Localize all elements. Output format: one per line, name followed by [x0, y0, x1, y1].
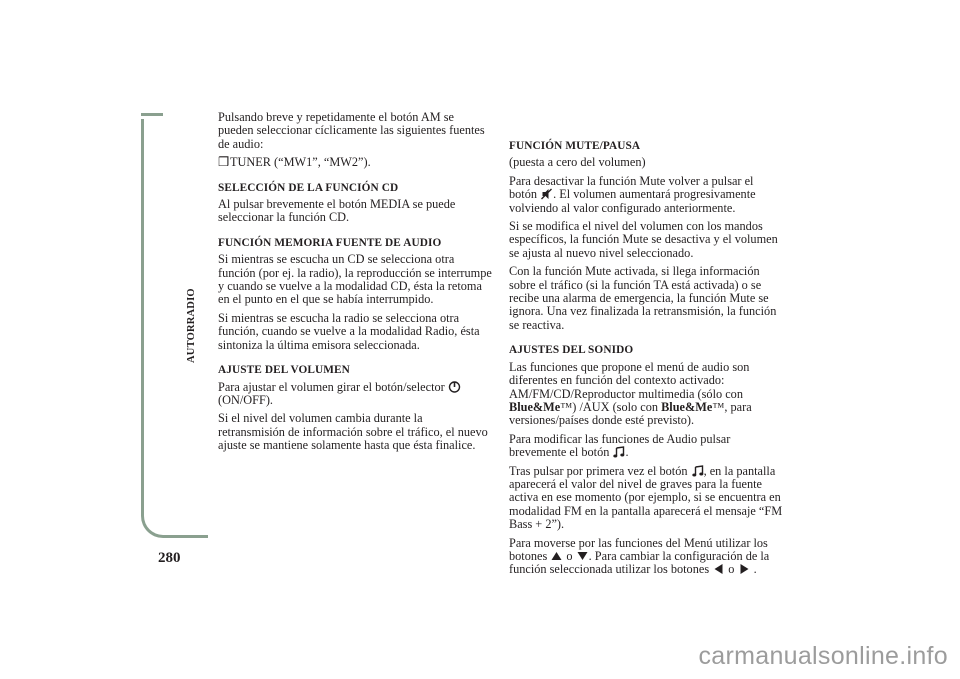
sound-text-a: Las funciones que propone el menú de audio son diferentes en función del contexto activado: AM/FM/CD/Reproductor multimedia (sólo con [509, 359, 750, 401]
heading-sound: AJUSTES DEL SONIDO [509, 344, 634, 357]
sound-text-c: ™, para versiones/países donde esté previsto). [509, 399, 752, 428]
left-column [218, 111, 492, 458]
volume-text-b: (ON/OFF). [218, 392, 273, 407]
mute-text-a: Para desactivar la función Mute volver a pulsar el botón [509, 173, 754, 202]
watermark: carmanualsonline.info [698, 642, 948, 670]
volume-text-a: Para ajustar el volumen girar el botón/selector [218, 379, 445, 394]
bullet-item [218, 156, 492, 169]
paragraph-mute-2: Si se modifica el nivel del volumen con los mandos específicos, la función Mute se desactiva y el volumen se ajusta al nuevo nivel seleccionado. [509, 219, 778, 260]
arrow-left-icon [712, 563, 725, 575]
mute-text-b: . El volumen aumentará progresivamente volviendo al valor configurado anteriormente. [509, 187, 756, 215]
sound3-text-a: Tras pulsar por primera vez el botón [509, 463, 688, 478]
sound-text-b: ™) /AUX (solo con [560, 399, 659, 414]
paragraph-mute-1 [509, 175, 783, 215]
frame-top-tick [141, 113, 163, 116]
brand-blueme: Blue&Me [509, 399, 561, 414]
sound4-text-b: . Para cambiar la configuración de la función seleccionada utilizar los botones [509, 548, 770, 577]
heading-mute: FUNCIÓN MUTE/PAUSA [509, 140, 641, 152]
sound4-or-1: o [566, 548, 573, 563]
paragraph-memory-2: Si mientras se escucha la radio se selecciona otra función, cuando se vuelve a la modalidad Radio, ésta sintoniza la última emisora seleccionada. [218, 310, 480, 352]
paragraph-volume-1 [218, 381, 492, 408]
sound3-text-b: , en la pantalla aparecerá el valor del nivel de graves para la fuente activa en ese momento (por ejemplo, si se encuentra en modalidad FM en la pantalla aparecerá el mensaje “FM Bass + 2”). [509, 463, 783, 532]
music-note-icon [691, 465, 704, 477]
paragraph-memory-1: Si mientras se escucha un CD se selecciona otra función (por ej. la radio), la reproducción se interrumpe y cuando se vuelve a la modalidad CD, ésta la retoma en el punto en el que se había interrumpido. [218, 252, 492, 307]
arrow-up-icon [550, 550, 563, 562]
heading-cd: SELECCIÓN DE LA FUNCIÓN CD [218, 181, 399, 194]
page-number: 280 [158, 550, 181, 566]
paragraph-volume-2: Si el nivel del volumen cambia durante la retransmisión de información sobre el tráfico, el nuevo ajuste se mantiene solamente hasta que ésta finalice. [218, 411, 488, 453]
heading-memory: FUNCIÓN MEMORIA FUENTE DE AUDIO [218, 236, 442, 249]
paragraph-sound-1 [509, 361, 783, 428]
power-knob-icon [448, 381, 461, 393]
subheading-mute: (puesta a cero del volumen) [509, 155, 646, 170]
sound2-text-a: Para modificar las funciones de Audio pulsar brevemente el botón [509, 431, 731, 460]
mute-speaker-icon [540, 188, 553, 200]
paragraph-sound-2 [509, 433, 783, 460]
sound4-text-c: . [753, 562, 757, 577]
sound4-text-a: Para moverse por las funciones del Menú utilizar los botones [509, 535, 768, 563]
sound4-or-2: o [728, 562, 735, 577]
intro-paragraph: Pulsando breve y repetidamente el botón AM se pueden seleccionar cíclicamente las siguientes fuentes de audio: [218, 110, 485, 151]
right-column [509, 140, 783, 582]
checkbox-bullet-icon: ❒ [218, 155, 230, 170]
arrow-right-icon [738, 563, 751, 575]
section-side-title: AUTORRADIO [186, 288, 197, 363]
sound2-text-b: . [625, 445, 629, 460]
heading-volume: AJUSTE DEL VOLUMEN [218, 364, 350, 377]
paragraph-mute-3: Con la función Mute activada, si llega información sobre el tráfico (si la función TA está activada) o se recibe una alarma de emergencia, la función Mute se ignora. Una vez finalizada la retransmisión, la función se reactiva. [509, 264, 777, 332]
paragraph-sound-3 [509, 465, 783, 532]
paragraph-cd: Al pulsar brevemente el botón MEDIA se puede seleccionar la función CD. [218, 197, 456, 225]
arrow-down-icon [576, 550, 589, 562]
music-note-icon [612, 446, 625, 458]
page-frame-line [141, 119, 208, 538]
paragraph-sound-4 [509, 537, 783, 577]
bullet-text: TUNER (“MW1”, “MW2”). [230, 155, 371, 170]
brand-blueme-2: Blue&Me [661, 399, 713, 414]
